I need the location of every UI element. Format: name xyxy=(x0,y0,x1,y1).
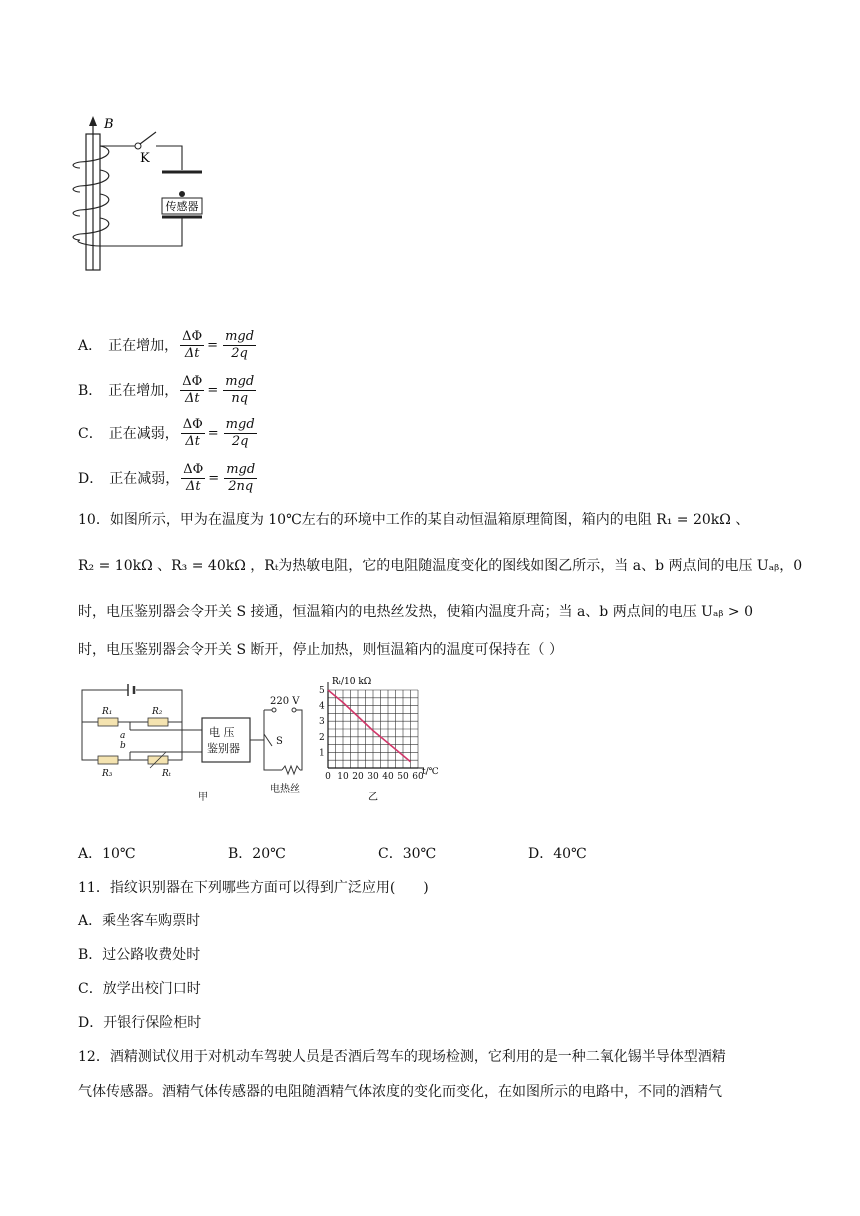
caption-yi: 乙 xyxy=(368,792,378,803)
x-tick-label: 60 xyxy=(412,772,424,782)
q11-stem: 11．指纹识别器在下列哪些方面可以得到广泛应用( ) xyxy=(78,880,429,896)
r3-label: R₃ xyxy=(102,769,113,779)
y-tick-label: 5 xyxy=(319,686,325,696)
y-tick-label: 1 xyxy=(319,748,325,759)
coil-circuit-figure xyxy=(70,112,220,272)
q10-option-b[interactable]: B．20℃ xyxy=(228,846,286,862)
q10-option-a[interactable]: A．10℃ xyxy=(78,846,136,862)
y-tick-label: 3 xyxy=(319,717,325,728)
x-tick-label: 10 xyxy=(337,772,349,782)
rt-label: Rₜ xyxy=(162,769,171,779)
x-tick-label: 0 xyxy=(325,772,331,782)
rt-temperature-graph xyxy=(312,676,452,806)
b-axis-label: B xyxy=(104,117,114,132)
q9-option-c[interactable]: C． 正在减弱， $\frac{\Delta\Phi}{\Delta t}$ = $\frac{\text{mgd}}{2q}$ xyxy=(78,416,255,449)
point-b-label: b xyxy=(120,741,126,751)
q10-line-3: 时，电压鉴别器会令开关 S 接通，恒温箱内的电热丝发热，使箱内温度升高；当 a、b 两点间的电压 Uₐᵦ > 0 xyxy=(78,604,753,620)
q12-line-1: 12．酒精测试仪用于对机动车驾驶人员是否酒后驾车的现场检测，它利用的是一种二氧化锡半导体型酒精 xyxy=(78,1049,726,1065)
graph-xlabel: t/℃ xyxy=(422,767,439,777)
sensor-label: 传感器 xyxy=(165,200,199,213)
q10-option-c[interactable]: C．30℃ xyxy=(378,846,437,862)
q11-option-c[interactable]: C．放学出校门口时 xyxy=(78,981,201,997)
x-tick-label: 30 xyxy=(367,772,379,782)
q11-option-d[interactable]: D．开银行保险柜时 xyxy=(78,1015,202,1031)
switch-s-label: S xyxy=(276,736,283,747)
y-tick-label: 4 xyxy=(319,701,325,712)
graph-ylabel: Rₜ/10 kΩ xyxy=(332,677,372,687)
box-line-1: 电 压 xyxy=(209,726,235,739)
heater-label: 电热丝 xyxy=(270,784,300,795)
box-line-2: 鉴别器 xyxy=(207,742,240,755)
q10-option-d[interactable]: D．40℃ xyxy=(528,846,587,862)
q9-option-b[interactable]: B． 正在增加， $\frac{\Delta\Phi}{\Delta t}$ = $\frac{\text{mgd}}{nq}$ xyxy=(78,373,255,406)
q9-option-a[interactable]: A． 正在增加， $\frac{\Delta\Phi}{\Delta t}$ = $\frac{\text{mgd}}{2q}$ xyxy=(78,328,255,361)
y-tick-label: 2 xyxy=(319,732,325,743)
q10-line-4: 时，电压鉴别器会令开关 S 断开，停止加热，则恒温箱内的温度可保持在（ ） xyxy=(78,642,563,658)
q9-option-d[interactable]: D． 正在减弱， $\frac{\Delta\Phi}{\Delta t}$ = $\frac{\text{mgd}}{2nq}$ xyxy=(78,461,256,494)
q11-option-a[interactable]: A．乘坐客车购票时 xyxy=(78,913,201,929)
q9-options xyxy=(78,320,257,500)
q10-options xyxy=(78,844,778,864)
rt-curve xyxy=(328,690,411,762)
r2-label: R₂ xyxy=(152,707,163,717)
x-tick-label: 40 xyxy=(382,772,394,782)
voltage-label: 220 V xyxy=(270,696,300,707)
r1-label: R₁ xyxy=(102,707,113,717)
point-a-label: a xyxy=(120,731,126,741)
q11-option-b[interactable]: B．过公路收费处时 xyxy=(78,947,201,963)
switch-k-label: K xyxy=(140,151,150,166)
bridge-circuit-figure xyxy=(72,682,322,802)
q12-line-2: 气体传感器。酒精气体传感器的电阻随酒精气体浓度的变化而变化，在如图所示的电路中，不同的酒精气 xyxy=(78,1084,722,1100)
x-tick-label: 50 xyxy=(397,772,409,782)
q10-line-2: R₂ = 10kΩ 、R₃ = 40kΩ ，Rₜ为热敏电阻，它的电阻随温度变化的图线如图乙所示，当 a、b 两点间的电压 Uₐᵦ，0 xyxy=(78,558,803,574)
caption-jia: 甲 xyxy=(198,792,208,802)
x-tick-label: 20 xyxy=(352,772,364,782)
q10-line-1: 10．如图所示，甲为在温度为 10℃左右的环境中工作的某自动恒温箱原理简图，箱内的电阻 R₁ = 20kΩ 、 xyxy=(78,512,750,528)
